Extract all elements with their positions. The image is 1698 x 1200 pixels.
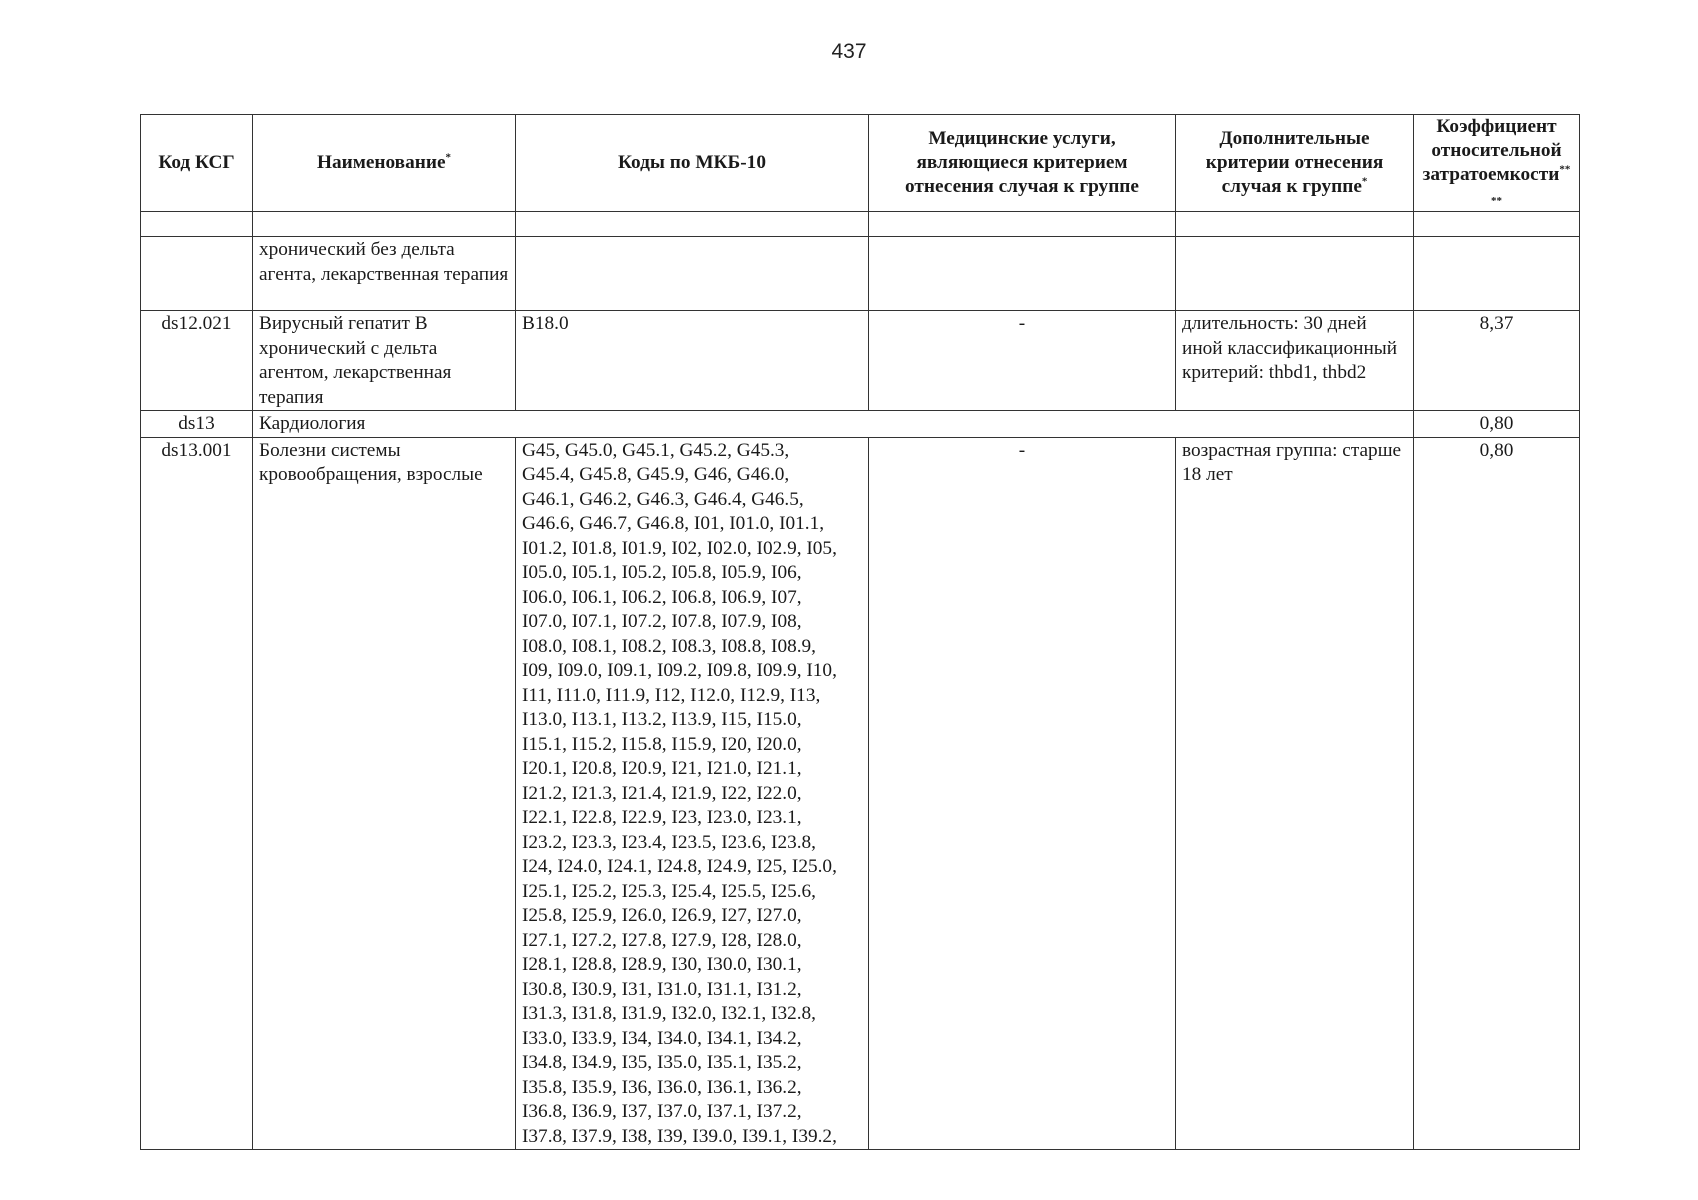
mkb-code-line: I15.1, I15.2, I15.8, I15.9, I20, I20.0, (522, 733, 802, 755)
header-additional-criteria: Дополнительные критерии отнесения случая к группе* (1176, 115, 1414, 212)
mkb-code-line: G45.4, G45.8, G45.9, G46, G46.0, (522, 464, 790, 485)
cell-code (141, 237, 253, 311)
cell-name: Вирусный гепатит B хронический с дельта агентом, лекарственная терапия (253, 311, 516, 411)
mkb-code-line: I07.0, I07.1, I07.2, I07.8, I07.9, I08, (522, 611, 802, 632)
table-row (141, 437, 1580, 1150)
header-coef-footnote-mark: ** (1559, 163, 1571, 176)
table-header-row (141, 115, 1580, 212)
cell-criteria: длительность: 30 дней иной классификационный критерий: thbd1, thbd2 (1176, 311, 1414, 411)
mkb-code-line: I23.2, I23.3, I23.4, I23.5, I23.6, I23.8, (522, 831, 817, 853)
mkb-code-line: G46.1, G46.2, G46.3, G46.4, G46.5, (522, 488, 804, 510)
mkb-code-line: I31.3, I31.8, I31.9, I32.0, I32.1, I32.8, (522, 1003, 817, 1024)
header-coef-footnote-mark-2: ** (1491, 195, 1502, 207)
mkb-code-line: I30.8, I30.9, I31, I31.0, I31.1, I31.2, (522, 978, 802, 1000)
header-name: Наименование* (253, 115, 516, 212)
cell-criteria (1176, 237, 1414, 311)
header-coefficient: Коэффициент относительной затратоемкости** ** (1414, 115, 1580, 212)
mkb-code-line: I27.1, I27.2, I27.8, I27.9, I28, I28.0, (522, 929, 802, 951)
cell-criteria: возрастная группа: старше 18 лет (1176, 437, 1414, 1150)
mkb-code-line: I13.0, I13.1, I13.2, I13.9, I15, I15.0, (522, 709, 802, 730)
header-criteria-footnote-mark: * (1361, 175, 1368, 188)
mkb-code-line: I08.0, I08.1, I08.2, I08.3, I08.8, I08.9, (522, 635, 817, 657)
ksg-table (140, 114, 1580, 1150)
mkb-code-line: I33.0, I33.9, I34, I34.0, I34.1, I34.2, (522, 1027, 802, 1049)
cell-mkb (516, 437, 869, 1150)
mkb-code-line: I06.0, I06.1, I06.2, I06.8, I06.9, I07, (522, 586, 802, 608)
header-medical-services: Медицинские услуги, являющиеся критерием отнесения случая к группе (869, 115, 1176, 212)
header-name-footnote-mark: * (445, 151, 452, 164)
mkb-code-line: I22.1, I22.8, I22.9, I23, I23.0, I23.1, (522, 807, 802, 828)
mkb-code-line: I09, I09.0, I09.1, I09.2, I09.8, I09.9, I10, (522, 660, 837, 681)
cell-coef: 8,37 (1414, 311, 1580, 411)
cell-mkb: B18.0 (516, 311, 869, 411)
mkb-code-line: I20.1, I20.8, I20.9, I21, I21.0, I21.1, (522, 758, 802, 779)
cell-code: ds13.001 (141, 437, 253, 1150)
header-mkb-codes: Коды по МКБ-10 (516, 115, 869, 212)
table-section-row (141, 411, 1580, 438)
mkb-code-line: G46.6, G46.7, G46.8, I01, I01.0, I01.1, (522, 513, 825, 534)
header-code: Код КСГ (141, 115, 253, 212)
mkb-code-line: I28.1, I28.8, I28.9, I30, I30.0, I30.1, (522, 954, 802, 975)
mkb-code-line: I01.2, I01.8, I01.9, I02, I02.0, I02.9, I05, (522, 537, 837, 559)
cell-code: ds13 (141, 411, 253, 438)
cell-mkb (516, 237, 869, 311)
cell-services: - (869, 311, 1176, 411)
mkb-code-line: I24, I24.0, I24.1, I24.8, I24.9, I25, I25.0, (522, 856, 837, 877)
cell-code: ds12.021 (141, 311, 253, 411)
cell-coef (1414, 237, 1580, 311)
mkb-code-line: I11, I11.0, I11.9, I12, I12.0, I12.9, I13, (522, 684, 821, 706)
mkb-code-line: I25.1, I25.2, I25.3, I25.4, I25.5, I25.6, (522, 880, 817, 902)
mkb-code-line: I37.8, I37.9, I38, I39, I39.0, I39.1, I39.2, (522, 1125, 837, 1147)
cell-name: хронический без дельта агента, лекарственная терапия (253, 237, 516, 311)
cell-services (869, 237, 1176, 311)
mkb-code-line: G45, G45.0, G45.1, G45.2, G45.3, (522, 439, 790, 461)
page-number: 437 (831, 40, 867, 63)
mkb-code-line: I05.0, I05.1, I05.2, I05.8, I05.9, I06, (522, 562, 802, 583)
table-row (141, 237, 1580, 311)
cell-section-name: Кардиология (253, 411, 1414, 438)
table-row (141, 311, 1580, 411)
mkb-code-line: I34.8, I34.9, I35, I35.0, I35.1, I35.2, (522, 1052, 802, 1073)
cell-services: - (869, 437, 1176, 1150)
cell-coef: 0,80 (1414, 411, 1580, 438)
mkb-code-line: I25.8, I25.9, I26.0, I26.9, I27, I27.0, (522, 905, 802, 926)
table-spacer-row (141, 212, 1580, 237)
cell-name: Болезни системы кровообращения, взрослые (253, 437, 516, 1150)
mkb-code-line: I36.8, I36.9, I37, I37.0, I37.1, I37.2, (522, 1101, 802, 1122)
cell-coef: 0,80 (1414, 437, 1580, 1150)
mkb-code-line: I21.2, I21.3, I21.4, I21.9, I22, I22.0, (522, 782, 802, 804)
mkb-code-line: I35.8, I35.9, I36, I36.0, I36.1, I36.2, (522, 1076, 802, 1098)
